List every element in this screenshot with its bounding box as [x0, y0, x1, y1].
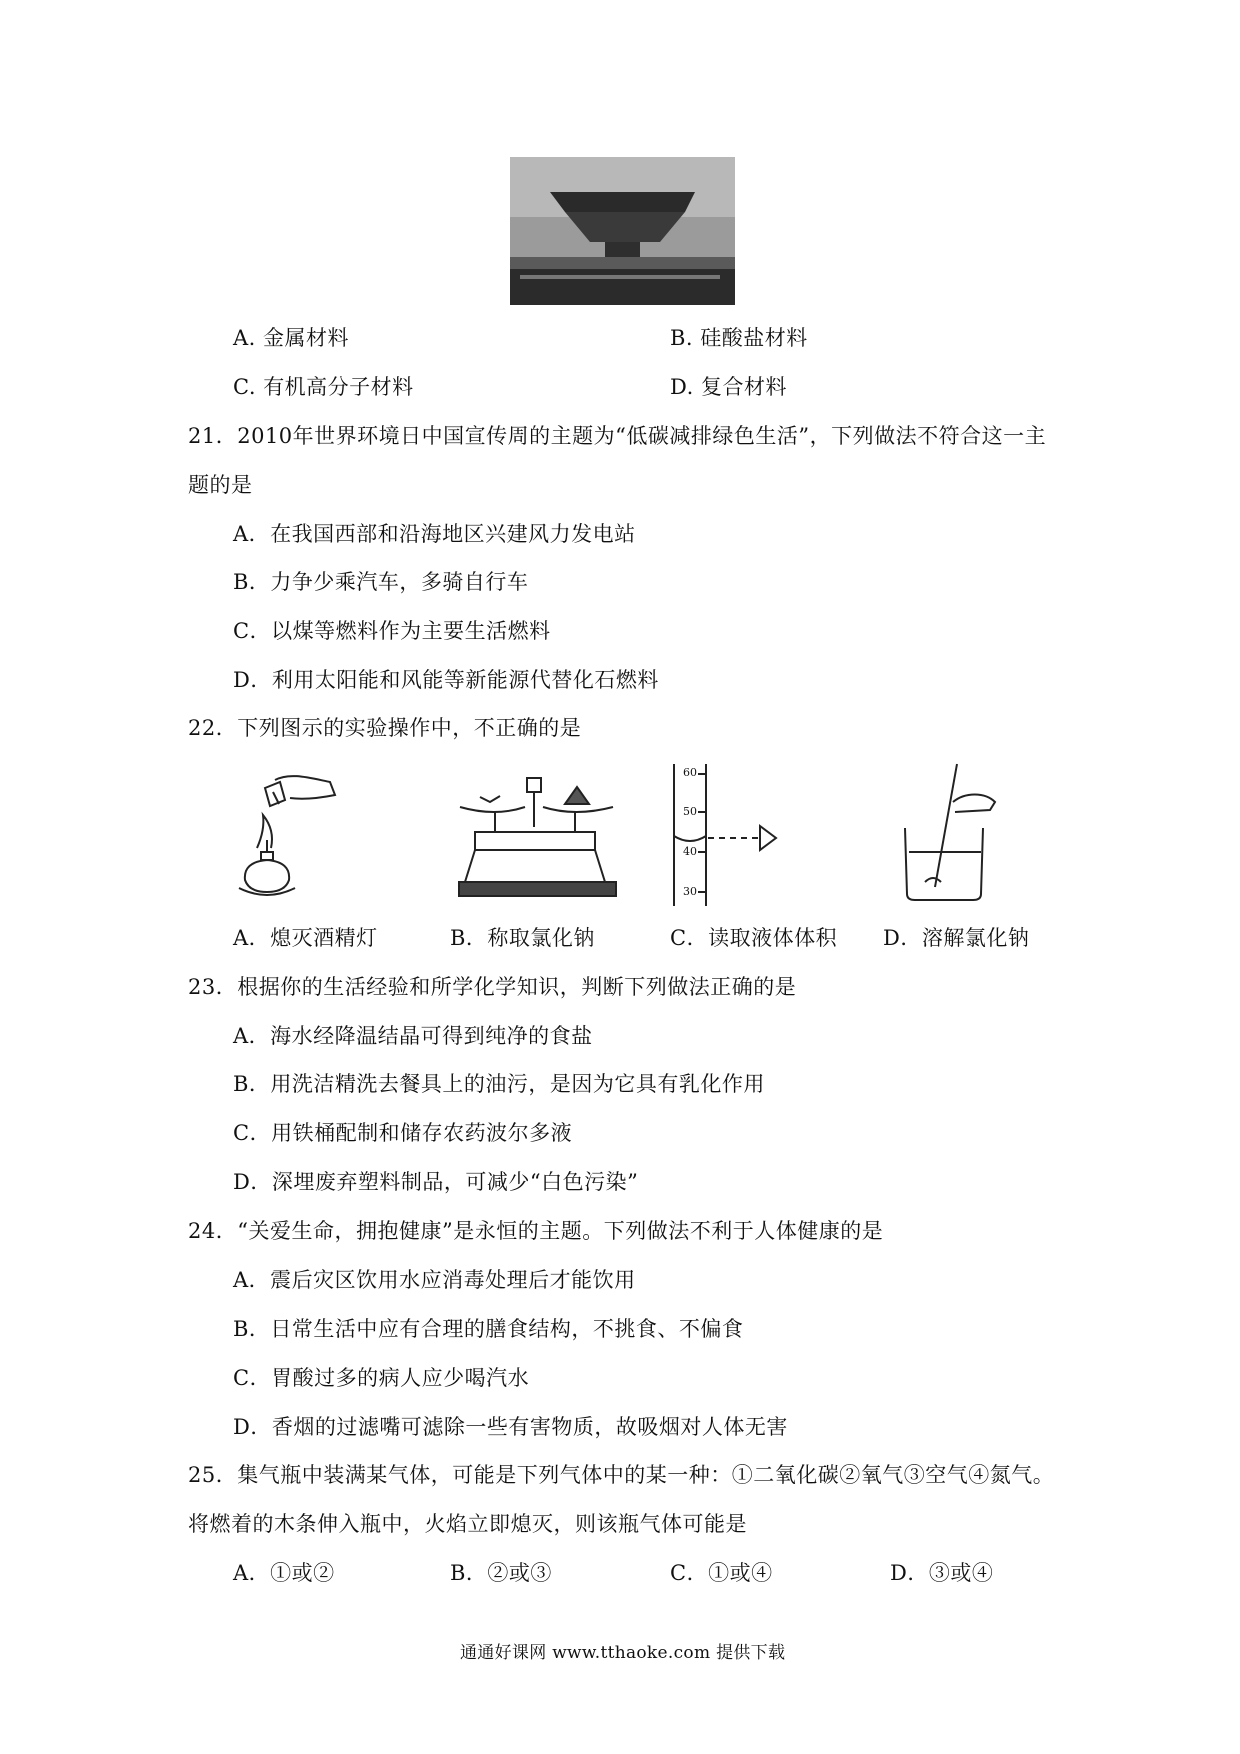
q22-caption-d: D．溶解氯化钠 — [883, 926, 1030, 950]
q24-option-a: A．震后灾区饮用水应消毒处理后才能饮用 — [233, 1268, 636, 1292]
q25-stem-line2: 将燃着的木条伸入瓶中，火焰立即熄灭，则该瓶气体可能是 — [188, 1512, 747, 1536]
q23-option-a: A．海水经降温结晶可得到纯净的食盐 — [233, 1024, 593, 1048]
q21-stem-line1: 21．2010年世界环境日中国宣传周的主题为“低碳减排绿色生活”，下列做法不符合这一主 — [188, 424, 1047, 448]
q21-option-a: A．在我国西部和沿海地区兴建风力发电站 — [233, 522, 636, 546]
q21-option-c: C．以煤等燃料作为主要生活燃料 — [233, 619, 551, 643]
page-footer: 通通好课网 www.tthaoke.com 提供下载 — [460, 1643, 786, 1663]
tick-60: 60 — [683, 766, 697, 779]
q23-option-d: D．深埋废弃塑料制品，可减少“白色污染” — [233, 1170, 639, 1194]
q22-caption-c: C．读取液体体积 — [670, 926, 838, 950]
q25-option-b: B．②或③ — [450, 1561, 552, 1585]
q24-option-d: D．香烟的过滤嘴可滤除一些有害物质，故吸烟对人体无害 — [233, 1415, 788, 1439]
q20-option-c: C. 有机高分子材料 — [233, 375, 414, 399]
q25-option-a: A．①或② — [233, 1561, 335, 1585]
q20-option-a: A. 金属材料 — [233, 326, 350, 350]
figure-balance — [455, 772, 620, 904]
tick-50: 50 — [683, 805, 697, 818]
q22-caption-a: A．熄灭酒精灯 — [233, 926, 378, 950]
tick-30: 30 — [683, 885, 697, 898]
q20-option-d: D. 复合材料 — [670, 375, 787, 399]
q25-option-c: C．①或④ — [670, 1561, 773, 1585]
q21-option-d: D．利用太阳能和风能等新能源代替化石燃料 — [233, 668, 659, 692]
q20-option-b: B. 硅酸盐材料 — [670, 326, 808, 350]
q21-option-b: B．力争少乘汽车，多骑自行车 — [233, 570, 529, 594]
q24-option-c: C．胃酸过多的病人应少喝汽水 — [233, 1366, 530, 1390]
q24-stem: 24．“关爱生命，拥抱健康”是永恒的主题。下列做法不利于人体健康的是 — [188, 1219, 884, 1243]
q22-caption-b: B．称取氯化钠 — [450, 926, 595, 950]
q24-option-b: B．日常生活中应有合理的膳食结构，不挑食、不偏食 — [233, 1317, 744, 1341]
q23-option-b: B．用洗洁精洗去餐具上的油污，是因为它具有乳化作用 — [233, 1072, 765, 1096]
q25-stem-line1: 25．集气瓶中装满某气体，可能是下列气体中的某一种：①二氧化碳②氧气③空气④氮气。 — [188, 1463, 1055, 1487]
q22-stem: 22．下列图示的实验操作中，不正确的是 — [188, 716, 582, 740]
q21-stem-line2: 题的是 — [188, 473, 253, 497]
figure-dissolve-beaker — [895, 762, 1000, 904]
q23-option-c: C．用铁桶配制和储存农药波尔多液 — [233, 1121, 573, 1145]
figure-extinguish-lamp — [235, 770, 345, 905]
q23-stem: 23．根据你的生活经验和所学化学知识，判断下列做法正确的是 — [188, 975, 797, 999]
tick-40: 40 — [683, 845, 697, 858]
pavilion-photo — [510, 157, 735, 305]
q25-option-d: D．③或④ — [890, 1561, 994, 1585]
